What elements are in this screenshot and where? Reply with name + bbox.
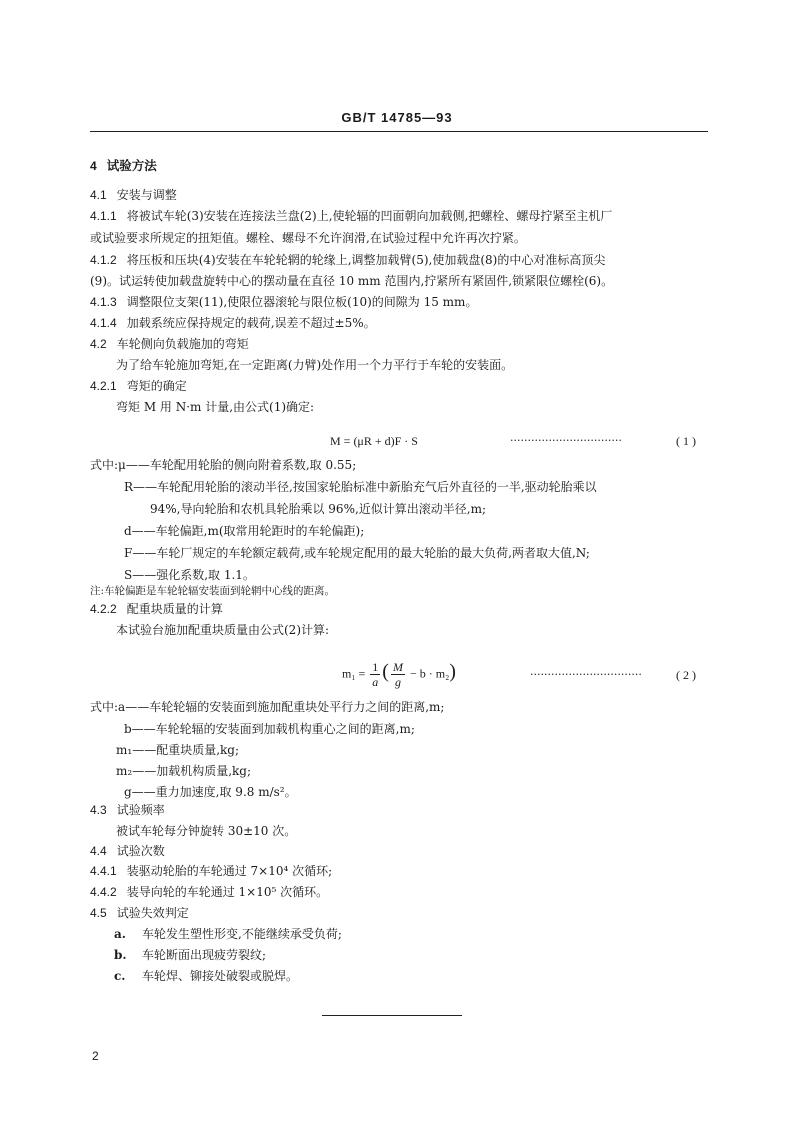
eq2-def-m1: m₁——配重块质量,kg; bbox=[116, 743, 240, 757]
section-4-1-2-line2: (9)。试运转使加载盘旋转中心的摆动量在直径 10 mm 范围内,拧紧所有紧固件,锁紧限位螺栓(6)。 bbox=[90, 274, 614, 288]
failure-item-a: a. 车轮发生塑性形变,不能继续承受负荷; bbox=[114, 927, 342, 941]
section-4-4-heading: 4.4 试验次数 bbox=[90, 844, 165, 858]
section-4-1-4: 4.1.4 加载系统应保持规定的载荷,误差不超过±5%。 bbox=[90, 316, 376, 330]
eq1-def-r-line2: 94%,导向轮胎和农机具轮胎乘以 96%,近似计算出滚动半径,m; bbox=[150, 502, 487, 516]
eq2-def-b: b——车轮轮辐的安装面到加载机构重心之间的距离,m; bbox=[124, 722, 415, 736]
equation-2-leader: ································ bbox=[530, 668, 642, 681]
eq1-def-d: d——车轮偏距,m(取常用轮距时的车轮偏距); bbox=[124, 524, 365, 538]
section-4-1-1-line1: 4.1.1 将被试车轮(3)安装在连接法兰盘(2)上,使轮辐的凹面朝向加载侧,把螺栓、螺母拧紧至主机厂 bbox=[90, 209, 613, 223]
eq2-def-a: 式中:a——车轮轮辐的安装面到施加配重块处平行力之间的距离,m; bbox=[90, 700, 445, 714]
equation-2: m₁ = $\frac{1}{a}$ ( $\frac{M}{g}$ − b · m₂) bbox=[342, 660, 456, 689]
equation-1-leader: ································ bbox=[510, 434, 622, 447]
section-4-1-3: 4.1.3 调整限位支架(11),使限位器滚轮与限位板(10)的间隙为 15 mm。 bbox=[90, 295, 478, 309]
standard-code-header: GB/T 14785—93 bbox=[341, 110, 453, 125]
end-rule bbox=[322, 1015, 462, 1016]
fraction-1-over-a: $\frac{1}{a}$ bbox=[372, 660, 379, 689]
section-4-4-2: 4.4.2 装导向轮的车轮通过 1×10⁵ 次循环。 bbox=[90, 885, 329, 899]
section-4-2-1-text: 弯矩 M 用 N·m 计量,由公式(1)确定: bbox=[116, 400, 315, 414]
section-4-5-heading: 4.5 试验失效判定 bbox=[90, 906, 189, 920]
section-4-1-1-line2: 或试验要求所规定的扭矩值。螺栓、螺母不允许润滑,在试验过程中允许再次拧紧。 bbox=[90, 231, 526, 245]
failure-item-c: c. 车轮焊、铆接处破裂或脱焊。 bbox=[114, 969, 299, 983]
note: 注:车轮偏距是车轮轮辐安装面到轮辋中心线的距离。 bbox=[90, 585, 336, 597]
section-4-2-1-heading: 4.2.1 弯矩的确定 bbox=[90, 379, 187, 393]
section-4-3-heading: 4.3 试验频率 bbox=[90, 803, 165, 817]
section-4-heading: 4 试验方法 bbox=[90, 158, 157, 173]
section-4-2-2-text: 本试验台施加配重块质量由公式(2)计算: bbox=[116, 623, 330, 637]
header-rule bbox=[90, 131, 708, 132]
section-4-2-heading: 4.2 车轮侧向负载施加的弯矩 bbox=[90, 337, 249, 351]
equation-2-label: ( 2 ) bbox=[676, 668, 696, 682]
section-4-2-text: 为了给车轮施加弯矩,在一定距离(力臂)处作用一个力平行于车轮的安装面。 bbox=[116, 358, 514, 372]
failure-item-b: b. 车轮断面出现疲劳裂纹; bbox=[114, 948, 267, 962]
section-4-1-2-line1: 4.1.2 将压板和压块(4)安装在车轮轮辋的轮缘上,调整加载臂(5),使加载盘(8)的中心对准标高顶尖 bbox=[90, 253, 606, 267]
eq1-def-s: S——强化系数,取 1.1。 bbox=[124, 568, 255, 582]
eq2-def-g: g——重力加速度,取 9.8 m/s²。 bbox=[124, 785, 297, 799]
eq1-def-mu: 式中:μ——车轮配用轮胎的侧向附着系数,取 0.55; bbox=[90, 458, 357, 472]
eq2-def-m2: m₂——加载机构质量,kg; bbox=[116, 764, 252, 778]
equation-1-label: ( 1 ) bbox=[676, 434, 696, 448]
eq1-def-r-line1: R——车轮配用轮胎的滚动半径,按国家轮胎标准中新胎充气后外直径的一半,驱动轮胎乘以 bbox=[124, 480, 597, 494]
page-number: 2 bbox=[92, 1049, 99, 1063]
equation-1: M = (μR + d)F · S bbox=[330, 434, 418, 448]
fraction-m-over-g: $\frac{M}{g}$ bbox=[392, 660, 403, 689]
section-4-4-1: 4.4.1 装驱动轮胎的车轮通过 7×10⁴ 次循环; bbox=[90, 864, 333, 878]
section-4-2-2-heading: 4.2.2 配重块质量的计算 bbox=[90, 602, 223, 616]
eq1-def-f: F——车轮厂规定的车轮额定载荷,或车轮规定配用的最大轮胎的最大负荷,两者取大值,N; bbox=[124, 546, 590, 560]
section-4-1-heading: 4.1 安装与调整 bbox=[90, 188, 177, 202]
section-4-3-text: 被试车轮每分钟旋转 30±10 次。 bbox=[116, 824, 297, 838]
